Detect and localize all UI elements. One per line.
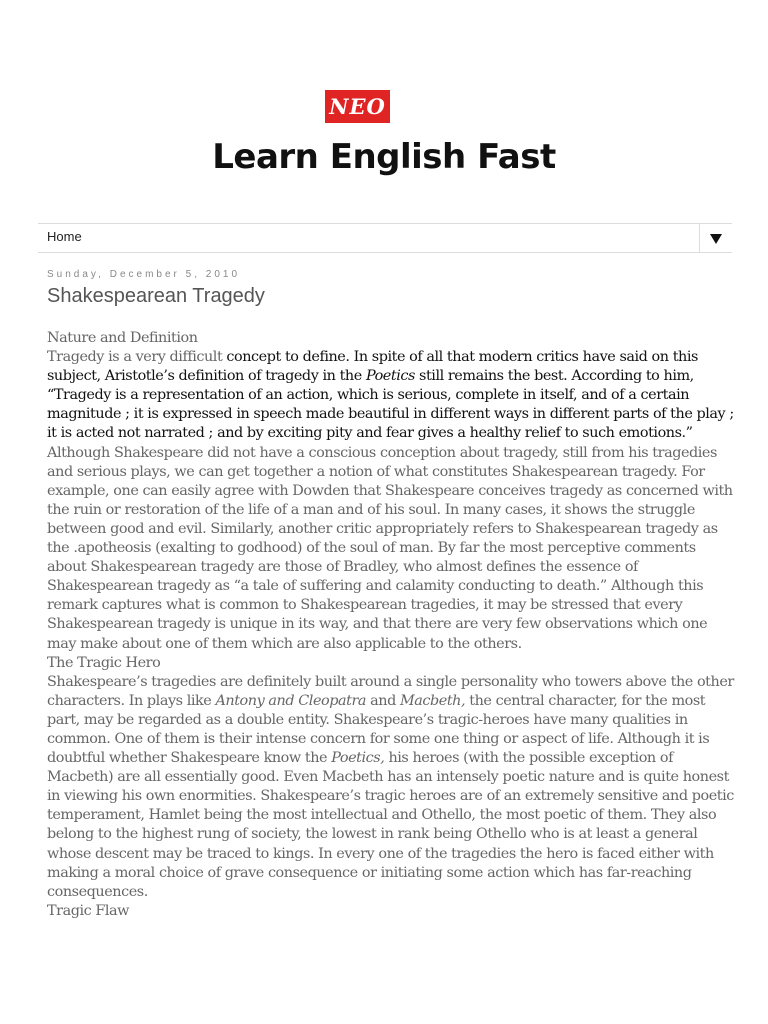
neo-logo[interactable]: NEO [325, 90, 390, 123]
play-title-macbeth: Macbeth, [399, 692, 466, 709]
paragraph-definition-intro: Tragedy is a very difficult [47, 349, 223, 366]
hero-text-2: and [366, 692, 400, 709]
play-title-antony: Antony and Cleopatra [215, 692, 367, 709]
hero-text-3: the central character, for the most part, may be regarded as a double entity. Shakespeare’s tragic-heroes have many qualities in common. One of them is their intense concern for some one thing or aspect of life. Although it is doubtful whether Shakespeare know the [47, 692, 710, 767]
hero-text-1: Shakespeare’s tragedies are definitely built around a single personality who towers above the other characters. In plays like [47, 673, 734, 709]
paragraph-definition [47, 348, 737, 443]
post-body [47, 329, 737, 921]
site-header [0, 0, 768, 222]
paragraph-shakespeare-tragedy: Although Shakespeare did not have a conscious conception about tragedy, still from his tragedies and serious plays, we can get together a notion of what constitutes Shakespearean tragedy. For example, one can easily agree with Dowden that Shakespeare conceives tragedy as concerned with the ruin or restoration of the life of a man and of his soul. In many cases, it shows the struggle between good and evil. Similarly, another critic appropriately refers to Shakespearean tragedy as the .apotheosis (exalting to godhood) of the soul of man. By far the most perceptive comments about Shakespearean tragedy are those of Bradley, who almost defines the essence of Shakespearean tragedy as “a tale of suffering and calamity conducting to death.” Although this remark captures what is common to Shakespearean tragedies, it may be stressed that every Shakespearean tragedy is unique in its way, and that there are very few observations which one may make about one of them which are also applicable to the others. [47, 444, 733, 652]
nav-bar [38, 223, 732, 253]
caret-down-icon [710, 234, 722, 244]
poetics-title-2: Poetics, [331, 750, 385, 767]
post-date: Sunday, December 5, 2010 [47, 269, 241, 280]
paragraph-definition-text: concept to define. In spite of all that modern critics have said on this subject, Aristotle’s definition of tragedy in the [47, 349, 698, 385]
post-title: Shakespearean Tragedy [47, 285, 265, 307]
section-heading-nature: Nature and Definition [47, 330, 198, 346]
nav-menu-toggle[interactable] [699, 224, 732, 252]
section-heading-tragic-flaw: Tragic Flaw [47, 902, 130, 919]
nav-home-link[interactable]: Home [47, 229, 82, 244]
paragraph-tragic-hero [47, 673, 737, 902]
section-heading-tragic-hero: The Tragic Hero [47, 654, 161, 671]
paragraph-definition-quote: still remains the best. According to him, “Tragedy is a representation of an action, which is serious, complete in itself, and of a certain magnitude ; it is expressed in speech made beautiful in different ways in different parts of the play ; it is acted not narrated ; and by exciting pity and fear gives a healthy relief to such emotions.” [47, 368, 734, 442]
poetics-title: Poetics [365, 368, 415, 385]
hero-text-4: his heroes (with the possible exception of Macbeth) are all essentially good. Even Macbeth has an intensely poetic nature and is quite honest in viewing his own enormities. Shakespeare’s tragic heroes are of an extremely sensitive and poetic temperament, Hamlet being the most intellectual and Othello, the most poetic of them. They also belong to the highest rung of society, the lowest in rank being Othello who is at least a general whose descent may be traced to kings. In every one of the tragedies the hero is faced either with making a moral choice of grave consequence or initiating some action which has far-reaching consequences. [47, 750, 734, 900]
site-title[interactable]: Learn English Fast [212, 137, 556, 177]
